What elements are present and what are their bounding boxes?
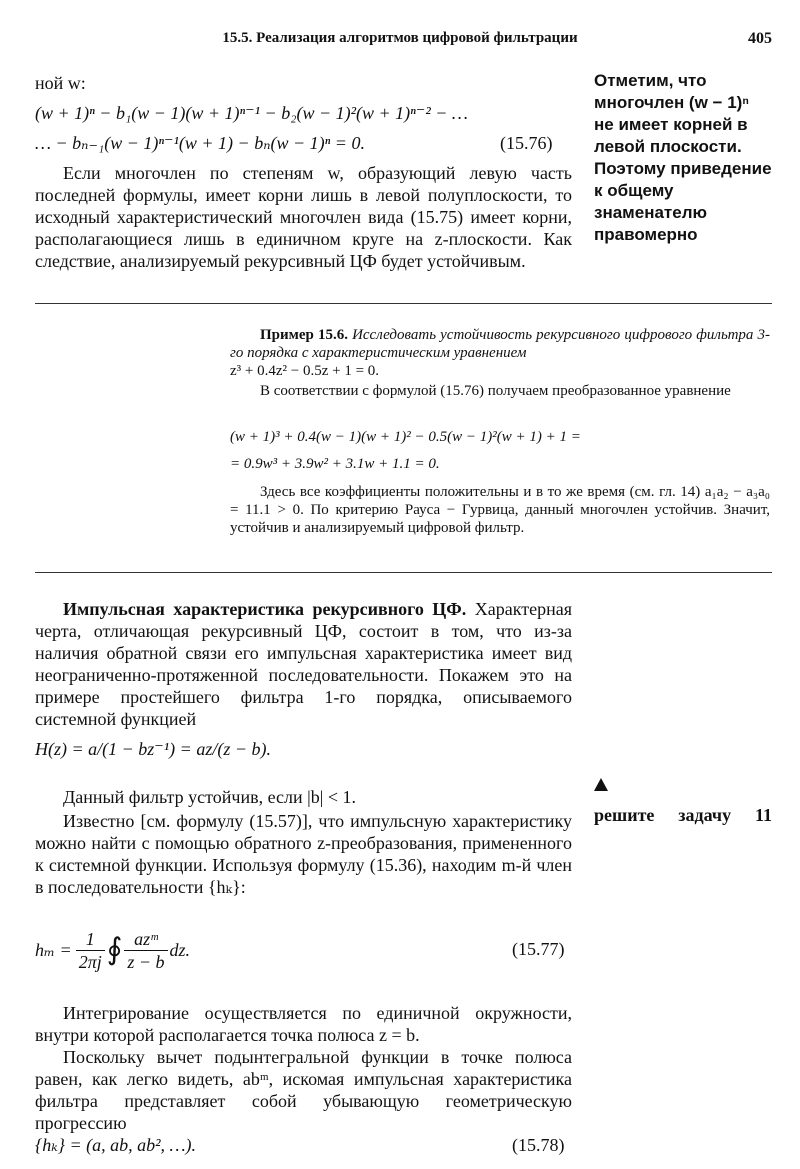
equation-hm-left: hₘ = [35, 940, 72, 960]
equation-number-15-76: (15.76) [500, 133, 553, 153]
margin-note-roots: Отметим, что многочлен (w − 1)ⁿ не имеет корней в левой плоскости. Поэтому приведение к общему знаменателю правомерно [594, 71, 772, 244]
example-bottom-rule [35, 572, 772, 573]
equation-15-78: {hₖ} = (a, ab, ab², …). [35, 1135, 196, 1155]
margin-note-task: решите задачу 11 [594, 805, 772, 825]
section-heading: Импульсная характеристика рекурсивного ЦФ. [63, 599, 467, 619]
equation-15-76-line1: (w + 1)ⁿ − b₁(w − 1)(w + 1)ⁿ⁻¹ − b₂(w − 1)²(w + 1)ⁿ⁻² − … [35, 103, 468, 123]
triangle-marker-icon [594, 778, 608, 791]
example-conclusion: Здесь все коэффициенты положительны и в то же время (см. гл. 14) a₁a₂ − a₃a₀ = 11.1 > 0. По критерию Рауса − Гурвица, данный многочлен устойчив. Значит, устойчив и анализируемый цифровой фильтр. [230, 484, 770, 536]
equation-hm-fraction-2: $\frac{\text{azᵐ}}{z - b}$ [124, 928, 167, 973]
example-label: Пример 15.6. [260, 327, 348, 343]
page-number: 405 [748, 30, 772, 47]
intro-text: ной w: [35, 73, 86, 93]
impulse-paragraph-3: Интегрирование осуществляется по единичной окружности, внутри которой располагается точка полюса z = b. [35, 1003, 572, 1045]
stability-paragraph: Если многочлен по степеням w, образующий левую часть последней формулы, имеет корни лишь в левой полуплоскости, то исходный характеристический многочлен вида (15.75) имеет корни, располагающиеся лишь в единичном круге на z-плоскости. Как следствие, анализируемый рекурсивный ЦФ будет устойчивым. [35, 163, 572, 271]
equation-15-77 [35, 928, 190, 972]
example-equation-line2: = 0.9w³ + 3.9w² + 3.1w + 1.1 = 0. [230, 456, 440, 472]
impulse-paragraph-1-text: Характерная черта, отличающая рекурсивный ЦФ, состоит в том, что из-за наличия обратной связи его импульсная характеристика имеет вид неограниченно-протяженной последовательности. Покажем это на примере простейшего фильтра 1-го порядка, описываемого системной функцией [35, 599, 572, 729]
equation-15-76-line2: … − bₙ₋₁(w − 1)ⁿ⁻¹(w + 1) − bₙ(w − 1)ⁿ = 0. [35, 133, 365, 153]
impulse-paragraph-2: Известно [см. формулу (15.57)], что импульсную характеристику можно найти с помощью обратного z-преобразования, примененного к системной функции. Используя формулу (15.36), находим m-й член в последовательности {hₖ}: [35, 811, 572, 897]
example-equation-line1: (w + 1)³ + 0.4(w − 1)(w + 1)² − 0.5(w − 1)²(w + 1) + 1 = [230, 429, 581, 445]
running-header: 15.5. Реализация алгоритмов цифровой фильтрации [222, 30, 578, 46]
example-statement [230, 326, 770, 362]
stability-condition: Данный фильтр устойчив, если |b| < 1. [63, 787, 356, 807]
equation-number-15-78: (15.78) [512, 1135, 565, 1155]
example-transform-intro: В соответствии с формулой (15.76) получаем преобразованное уравнение [260, 383, 731, 399]
example-top-rule [35, 303, 772, 304]
equation-number-15-77: (15.77) [512, 939, 565, 959]
example-task: Исследовать устойчивость рекурсивного цифрового фильтра 3-го порядка с характеристическим уравнением [230, 327, 771, 361]
contour-integral-icon: ∮ [106, 933, 123, 966]
equation-hm-tail: dz. [169, 940, 191, 960]
equation-hm-fraction-1: $\frac{1}{2\pi j}$ [76, 928, 105, 973]
impulse-paragraph-4: Поскольку вычет подынтегральной функции в точке полюса равен, как легко видеть, abᵐ, искомая импульсная характеристика фильтра представляет собой убывающую геометрическую прогрессию [35, 1047, 572, 1133]
example-characteristic-equation: z³ + 0.4z² − 0.5z + 1 = 0. [230, 363, 380, 379]
impulse-paragraph-1 [35, 598, 572, 730]
system-function-formula: H(z) = a/(1 − bz⁻¹) = az/(z − b). [35, 739, 271, 759]
